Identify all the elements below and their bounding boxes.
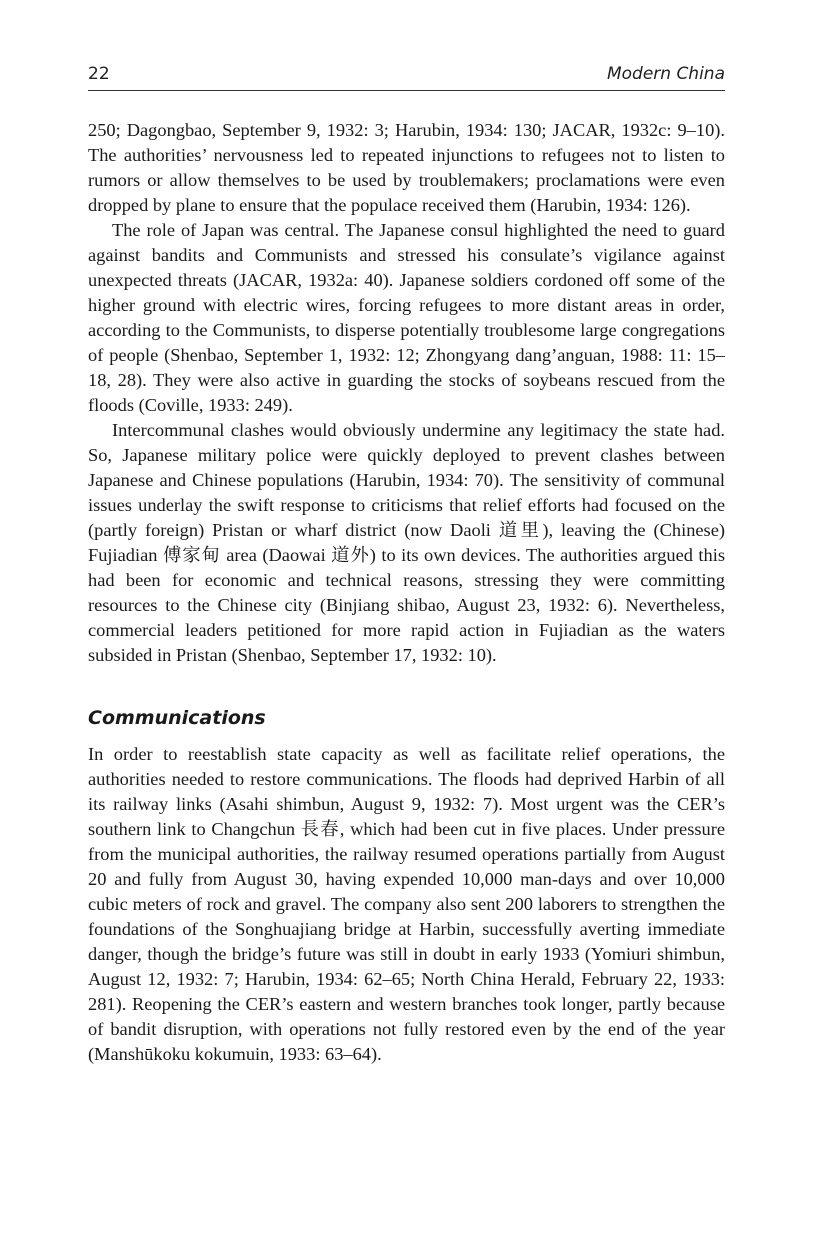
body-paragraph-continued: 250; Dagongbao, September 9, 1932: 3; Harubin, 1934: 130; JACAR, 1932c: 9–10). The authorities’ nervousness led to repeated injunctions to refugees not to listen to rumors or allow themselves to be used by troublemakers; proclamations were even dropped by plane to ensure that the populace received them (Harubin, 1934: 126).	[88, 120, 725, 215]
journal-title: Modern China	[606, 64, 725, 84]
body-paragraph-communications: In order to reestablish state capacity as well as facilitate relief operations, the authorities needed to restore communications. The floods had deprived Harbin of all its railway links (Asahi shimbun, August 9, 1932: 7). Most urgent was the CER’s southern link to Changchun 長春, which had been cut in five places. Under pressure from the municipal authorities, the railway resumed operations partially from August 20 and fully from August 30, having expended 10,000 man-days and over 10,000 cubic meters of rock and gravel. The company also sent 200 laborers to strengthen the foundations of the Songhuajiang bridge at Harbin, successfully averting immediate danger, though the bridge’s future was still in doubt in early 1933 (Yomiuri shimbun, August 12, 1932: 7; Harubin, 1934: 62–65; North China Herald, February 22, 1933: 281). Reopening the CER’s eastern and western branches took longer, partly because of bandit disruption, with operations not fully restored even by the end of the year (Manshūkoku kokumuin, 1933: 63–64).	[88, 744, 725, 1064]
article-body	[88, 118, 725, 1067]
page-number: 22	[88, 64, 110, 84]
body-paragraph-intercommunal-clashes: Intercommunal clashes would obviously undermine any legitimacy the state had. So, Japanese military police were quickly deployed to prevent clashes between Japanese and Chinese populations (Harubin, 1934: 70). The sensitivity of communal issues underlay the swift response to criticisms that relief efforts had focused on the (partly foreign) Pristan or wharf district (now Daoli 道里), leaving the (Chinese) Fujiadian 傅家甸 area (Daowai 道外) to its own devices. The authorities argued this had been for economic and technical reasons, stressing they were committing resources to the Chinese city (Binjiang shibao, August 23, 1932: 6). Nevertheless, commercial leaders petitioned for more rapid action in Fujiadian as the waters subsided in Pristan (Shenbao, September 17, 1932: 10).	[88, 420, 725, 665]
running-header	[88, 62, 725, 91]
body-paragraph-role-of-japan: The role of Japan was central. The Japanese consul highlighted the need to guard against bandits and Communists and stressed his consulate’s vigilance against unexpected threats (JACAR, 1932a: 40). Japanese soldiers cordoned off some of the higher ground with electric wires, forcing refugees to more distant areas in order, according to the Communists, to disperse potentially troublesome large congregations of people (Shenbao, September 1, 1932: 12; Zhongyang dang’anguan, 1988: 11: 15–18, 28). They were also active in guarding the stocks of soybeans rescued from the floods (Coville, 1933: 249).	[88, 220, 725, 415]
section-heading-communications: Communications	[88, 707, 266, 729]
